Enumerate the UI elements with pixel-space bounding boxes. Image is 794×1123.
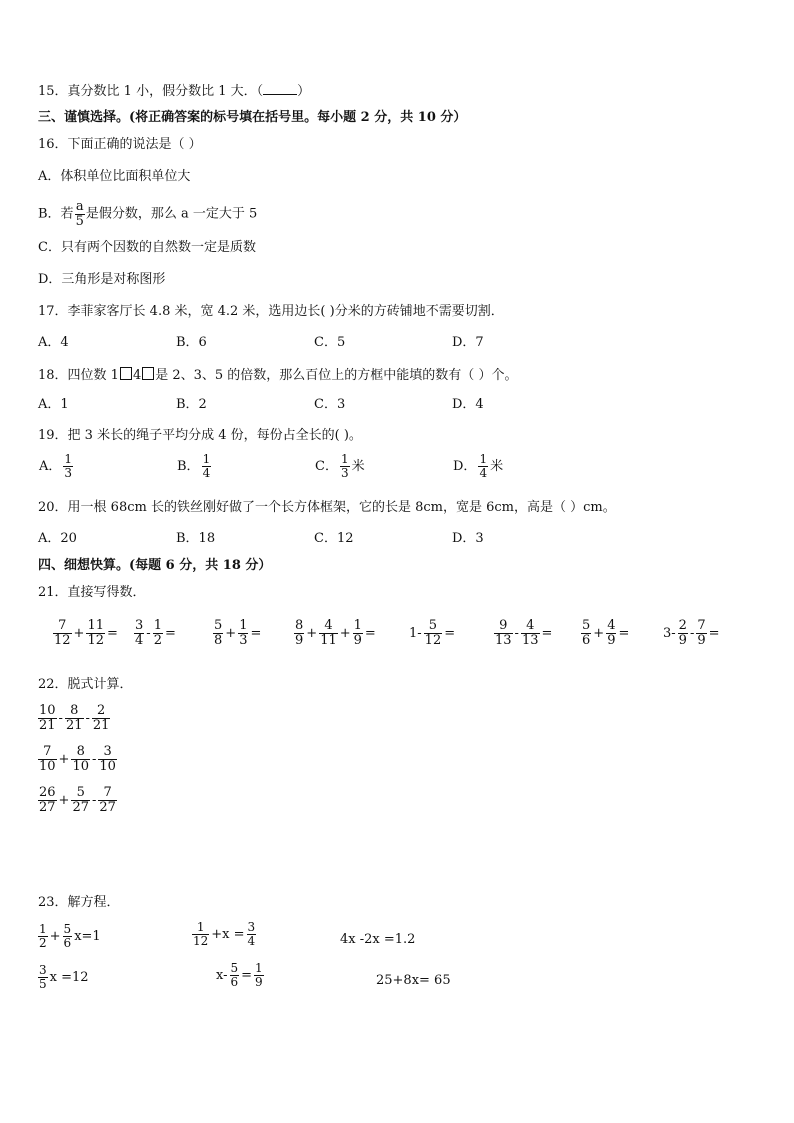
numerator: 10 (39, 703, 56, 718)
question-23-stem: 23．解方程． (38, 895, 120, 910)
question-20-stem: 20．用一根 68cm 长的铁丝刚好做了一个长方体框架，它的长是 8cm，宽是 6cm，高是（ ）cm。 (38, 500, 616, 515)
numerator: 11 (87, 618, 104, 633)
operator: - (689, 625, 695, 641)
denominator: 21 (65, 717, 83, 733)
q22-row-2 (37, 745, 118, 773)
operator: + (306, 625, 318, 641)
numerator: 5 (71, 786, 90, 801)
fraction (340, 453, 350, 479)
operator: - (514, 625, 519, 641)
operator: + (49, 928, 61, 944)
q23-equation-5 (215, 962, 265, 988)
operator: 3- (663, 625, 676, 641)
answer-blank (263, 83, 297, 95)
question-15 (38, 83, 310, 98)
fraction (696, 619, 706, 647)
q20-option-b: B．18 (176, 531, 216, 546)
q18-stem-part-3: 是 2、3、5 的倍数，那么百位上的方框中能填的数有（ ）个。 (155, 368, 518, 383)
denominator: 6 (582, 632, 591, 648)
fraction (38, 745, 57, 773)
numerator: 5 (582, 618, 591, 633)
fraction (38, 923, 48, 949)
numerator: 3 (98, 745, 117, 760)
fraction (581, 619, 591, 647)
section-4-title: 四、细想快算。(每题 6 分，共 18 分） (38, 558, 272, 573)
denominator: 11 (320, 632, 337, 648)
numerator: 8 (71, 745, 90, 760)
denominator: 21 (92, 717, 110, 733)
operator: = (541, 625, 553, 641)
q16-option-d: D．三角形是对称图形 (38, 272, 166, 287)
digit-box (120, 367, 132, 380)
numerator: 1 (64, 452, 73, 466)
numerator: 7 (697, 618, 706, 633)
q16-option-b (38, 200, 257, 228)
q20-option-c: C．12 (314, 531, 354, 546)
unit: 米 (490, 458, 504, 474)
operator: + (339, 625, 351, 641)
fraction (606, 619, 616, 647)
numerator: 4 (607, 618, 616, 633)
denominator: 9 (255, 974, 263, 989)
fraction (678, 619, 688, 647)
denominator: 5 (39, 976, 47, 991)
numerator: 1 (353, 618, 362, 633)
question-22-stem: 22．脱式计算． (38, 677, 133, 692)
q17-option-a: A．4 (38, 335, 69, 350)
operator: = (444, 625, 456, 641)
fraction (353, 619, 363, 647)
question-19-stem: 19．把 3 米长的绳子平均分成 4 份，每份占全长的( )。 (38, 428, 362, 443)
option-label: C． (315, 458, 338, 474)
numerator: 5 (230, 961, 239, 975)
fraction (38, 786, 57, 814)
numerator: 7 (53, 619, 72, 634)
numerator: 1 (340, 452, 349, 466)
operator: = (241, 967, 253, 983)
q16-b-prefix: B．若 (38, 206, 74, 222)
numerator: 1 (192, 921, 209, 935)
numerator: 8 (295, 618, 304, 633)
numerator: 2 (678, 618, 687, 633)
q17-option-b: B．6 (176, 335, 207, 350)
q23-equation-6: 25+8x= 65 (376, 973, 451, 988)
q18-option-d: D．4 (452, 397, 484, 412)
denominator: 10 (39, 758, 56, 774)
q23-equation-3: 4x -2x =1.2 (340, 932, 416, 947)
q16-option-c: C．只有两个因数的自然数一定是质数 (38, 240, 256, 255)
q20-option-a: A．20 (38, 531, 77, 546)
numerator: 3 (247, 920, 256, 934)
denominator: 6 (63, 935, 72, 950)
fraction (153, 619, 163, 647)
denominator: 3 (239, 632, 248, 648)
fraction (75, 200, 85, 228)
operator: 1- (409, 625, 422, 641)
q19-option-d (452, 453, 504, 479)
denominator: 9 (697, 632, 706, 648)
denominator: 27 (72, 799, 89, 815)
denominator: 27 (99, 799, 116, 815)
numerator: 9 (494, 619, 513, 634)
q19-option-c (314, 453, 366, 479)
q16-option-a: A．体积单位比面积单位大 (38, 169, 191, 184)
fraction (424, 619, 443, 647)
operator: x=1 (74, 928, 101, 944)
numerator: 3 (39, 963, 47, 977)
q20-option-d: D．3 (452, 531, 484, 546)
numerator: 1 (153, 618, 162, 633)
fraction (319, 619, 338, 647)
denominator: 9 (353, 632, 362, 648)
numerator: a (75, 199, 84, 214)
denominator: 4 (135, 632, 144, 648)
q21-expr-3 (212, 619, 262, 647)
operator: = (107, 625, 118, 641)
question-21-stem: 21．直接写得数． (38, 585, 146, 600)
numerator: 7 (38, 745, 57, 760)
operator: = (364, 625, 376, 641)
numerator: 5 (214, 618, 223, 633)
operator: - (58, 710, 63, 726)
fraction (202, 453, 212, 479)
numerator: 1 (39, 922, 47, 936)
denominator: 2 (153, 632, 162, 648)
fraction (247, 921, 257, 947)
denominator: 13 (495, 632, 512, 648)
operator: + (225, 625, 237, 641)
numerator: 5 (63, 922, 72, 936)
operator: + (58, 751, 70, 767)
fraction (254, 962, 264, 988)
operator: - (85, 710, 90, 726)
denominator: 13 (521, 632, 539, 648)
denominator: 12 (424, 632, 442, 648)
denominator: 2 (39, 935, 47, 950)
fraction (478, 453, 488, 479)
q18-stem-part-2: 4 (132, 368, 142, 383)
operator: = (250, 625, 262, 641)
q21-expr-4 (293, 619, 377, 647)
fraction (38, 964, 48, 990)
denominator: 5 (75, 213, 84, 229)
q18-option-a: A．1 (38, 397, 69, 412)
numerator: 1 (479, 452, 488, 466)
denominator: 6 (230, 974, 239, 989)
numerator: 5 (424, 619, 443, 634)
q15-close: ） (297, 84, 311, 99)
denominator: 21 (39, 717, 56, 733)
q19-option-b (176, 453, 212, 479)
operator: = (618, 625, 630, 641)
numerator: 4 (521, 619, 540, 634)
fraction (38, 704, 57, 732)
operator: + (73, 625, 85, 641)
fraction (294, 619, 304, 647)
numerator: 26 (39, 785, 56, 800)
fraction (63, 453, 73, 479)
operator: + (593, 625, 605, 641)
numerator: 7 (98, 786, 117, 801)
q16-b-suffix: 是假分数，那么 a 一定大于 5 (85, 206, 258, 222)
unit: 米 (351, 458, 365, 474)
question-17-stem: 17．李菲家客厅长 4.8 米，宽 4.2 米，选用边长( )分米的方砖铺地不需要切割． (38, 304, 504, 319)
operator: x =12 (49, 969, 89, 985)
q21-expr-2 (133, 619, 177, 647)
q21-expr-6 (493, 619, 553, 647)
option-label: B． (177, 458, 200, 474)
q17-option-d: D．7 (452, 335, 484, 350)
option-label: A． (39, 458, 62, 474)
numerator: 4 (319, 619, 338, 634)
denominator: 8 (214, 632, 223, 648)
denominator: 4 (202, 465, 211, 480)
fraction (71, 786, 90, 814)
q17-option-c: C．5 (314, 335, 346, 350)
fraction (53, 619, 72, 647)
denominator: 3 (340, 465, 349, 480)
denominator: 12 (87, 632, 104, 648)
section-3-title: 三、谨慎选择。(将正确答案的标号填在括号里。每小题 2 分，共 10 分） (38, 110, 467, 125)
q18-option-b: B．2 (176, 397, 207, 412)
fraction (65, 704, 84, 732)
q22-row-3 (37, 786, 118, 814)
question-18-stem (38, 367, 517, 382)
denominator: 12 (54, 632, 71, 648)
fraction (213, 619, 223, 647)
operator: - (146, 625, 151, 641)
denominator: 10 (99, 758, 116, 774)
fraction (521, 619, 540, 647)
denominator: 4 (479, 465, 488, 480)
q15-text: 15．真分数比 1 小，假分数比 1 大．（ (38, 84, 264, 99)
fraction (134, 619, 144, 647)
fraction (98, 745, 117, 773)
q19-option-a (38, 453, 74, 479)
denominator: 27 (39, 799, 56, 815)
option-label: D． (453, 458, 477, 474)
numerator: 1 (255, 961, 263, 975)
numerator: 1 (239, 618, 248, 633)
fraction (92, 704, 111, 732)
q21-expr-8 (662, 619, 721, 647)
fraction (494, 619, 513, 647)
q23-equation-4 (37, 964, 90, 990)
numerator: 8 (65, 704, 84, 719)
fraction (192, 921, 209, 947)
denominator: 4 (247, 933, 256, 948)
question-16-stem: 16．下面正确的说法是（ ） (38, 137, 202, 152)
fraction (63, 923, 73, 949)
operator: = (164, 625, 176, 641)
q23-equation-1 (37, 923, 102, 949)
q18-stem-part-1: 18．四位数 1 (38, 368, 119, 383)
denominator: 9 (295, 632, 304, 648)
q21-expr-1 (52, 619, 119, 647)
q22-row-1 (37, 704, 111, 732)
denominator: 9 (607, 632, 616, 648)
fraction (230, 962, 240, 988)
denominator: 10 (72, 758, 89, 774)
fraction (98, 786, 117, 814)
q21-expr-5 (408, 619, 456, 647)
operator: = (708, 625, 720, 641)
operator: - (92, 792, 97, 808)
q23-equation-2 (191, 921, 257, 947)
q21-expr-7 (580, 619, 630, 647)
denominator: 3 (64, 465, 73, 480)
denominator: 9 (678, 632, 687, 648)
fraction (71, 745, 90, 773)
operator: x- (216, 967, 228, 983)
fraction (238, 619, 248, 647)
digit-box (142, 367, 154, 380)
operator: + (58, 792, 70, 808)
operator: +x = (211, 926, 245, 942)
denominator: 12 (193, 933, 209, 948)
fraction (86, 619, 105, 647)
numerator: 3 (135, 618, 144, 633)
q18-option-c: C．3 (314, 397, 346, 412)
numerator: 2 (92, 704, 111, 719)
operator: - (92, 751, 97, 767)
numerator: 1 (202, 452, 211, 466)
